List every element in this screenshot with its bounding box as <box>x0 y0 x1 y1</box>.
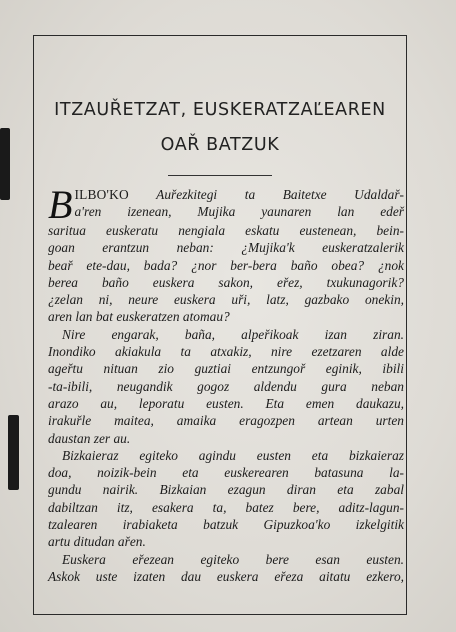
drop-cap: B <box>48 182 73 227</box>
chapter-title-line-1: ITZAUŘETZAT, EUSKERATZAĽEAREN <box>54 100 386 120</box>
text-line: doa, noizik-bein eta euskerearen batasuna la- <box>48 465 404 481</box>
first-word: ILBO'KO <box>74 187 129 202</box>
chapter-title-line-2: OAŘ BATZUK <box>160 135 280 155</box>
binding-mark-top <box>0 128 10 200</box>
text-line: ¿zelan ni, neure euskera uři, latz, gazbako onekin, <box>48 292 404 308</box>
text-line-0 <box>48 186 404 203</box>
text-line: dabiltzan itz, esakera ta, batez bere, aditz-lagun- <box>48 499 404 515</box>
text-line: daustan zer au. <box>48 430 131 446</box>
text-line: Inondiko akiakula ta atxakiz, nire ezetzaren alde <box>48 344 404 360</box>
text-line: saritua euskeratu nengiala eskatu eustenean, bein- <box>48 223 404 238</box>
binding-mark-bottom <box>8 415 19 490</box>
text-line: arazo au, leporatu eusten. Eta emen daukazu, <box>48 395 404 411</box>
text-line: tzalearen irabiaketa batzuk Gipuzkoa'ko izkelgitik <box>48 517 404 533</box>
text-line: goan erantzun neban: ¿Mujika'k euskeratzalerik <box>48 240 404 256</box>
text-line: Bizkaieraz egiteko agindu eusten eta bizkaieraz <box>62 447 404 463</box>
text-line: Askok uste izaten dau euskera eřeza aitatu ezkero, <box>48 568 404 584</box>
title-underline <box>168 175 272 176</box>
text-line: gundu nairik. Bizkaian ezagun diran eta zabal <box>48 482 404 498</box>
text-line: beař ete-dau, bada? ¿nor ber-bera baño obea? ¿nok <box>48 257 404 273</box>
text-line: aren lan bat euskeratzen atomau? <box>48 309 230 325</box>
text-line: irakuřle maitea, amaika eragozpen artean urten <box>48 413 404 429</box>
text-line: Euskera eřezean egiteko bere esan eusten. <box>62 551 404 567</box>
text-line: a'ren izenean, Mujika yaunaren lan edeř <box>74 204 404 220</box>
body-text <box>48 182 404 585</box>
text-line: ageřtu nituan zio guztiai entzungoř eginik, ibili <box>48 361 404 377</box>
text-line: Nire engarak, baña, alpeřikoak izan ziran. <box>62 326 404 342</box>
text-line: -ta-ibili, neugandik gogoz aldendu gura neban <box>48 378 404 394</box>
text-line: berea baño euskera sakon, eřez, txukunagorik? <box>48 274 404 290</box>
first-line-rest: Auřezkitegi ta Baitetxe Udaldař- <box>128 187 404 202</box>
text-line: artu ditudan ařen. <box>48 534 146 550</box>
